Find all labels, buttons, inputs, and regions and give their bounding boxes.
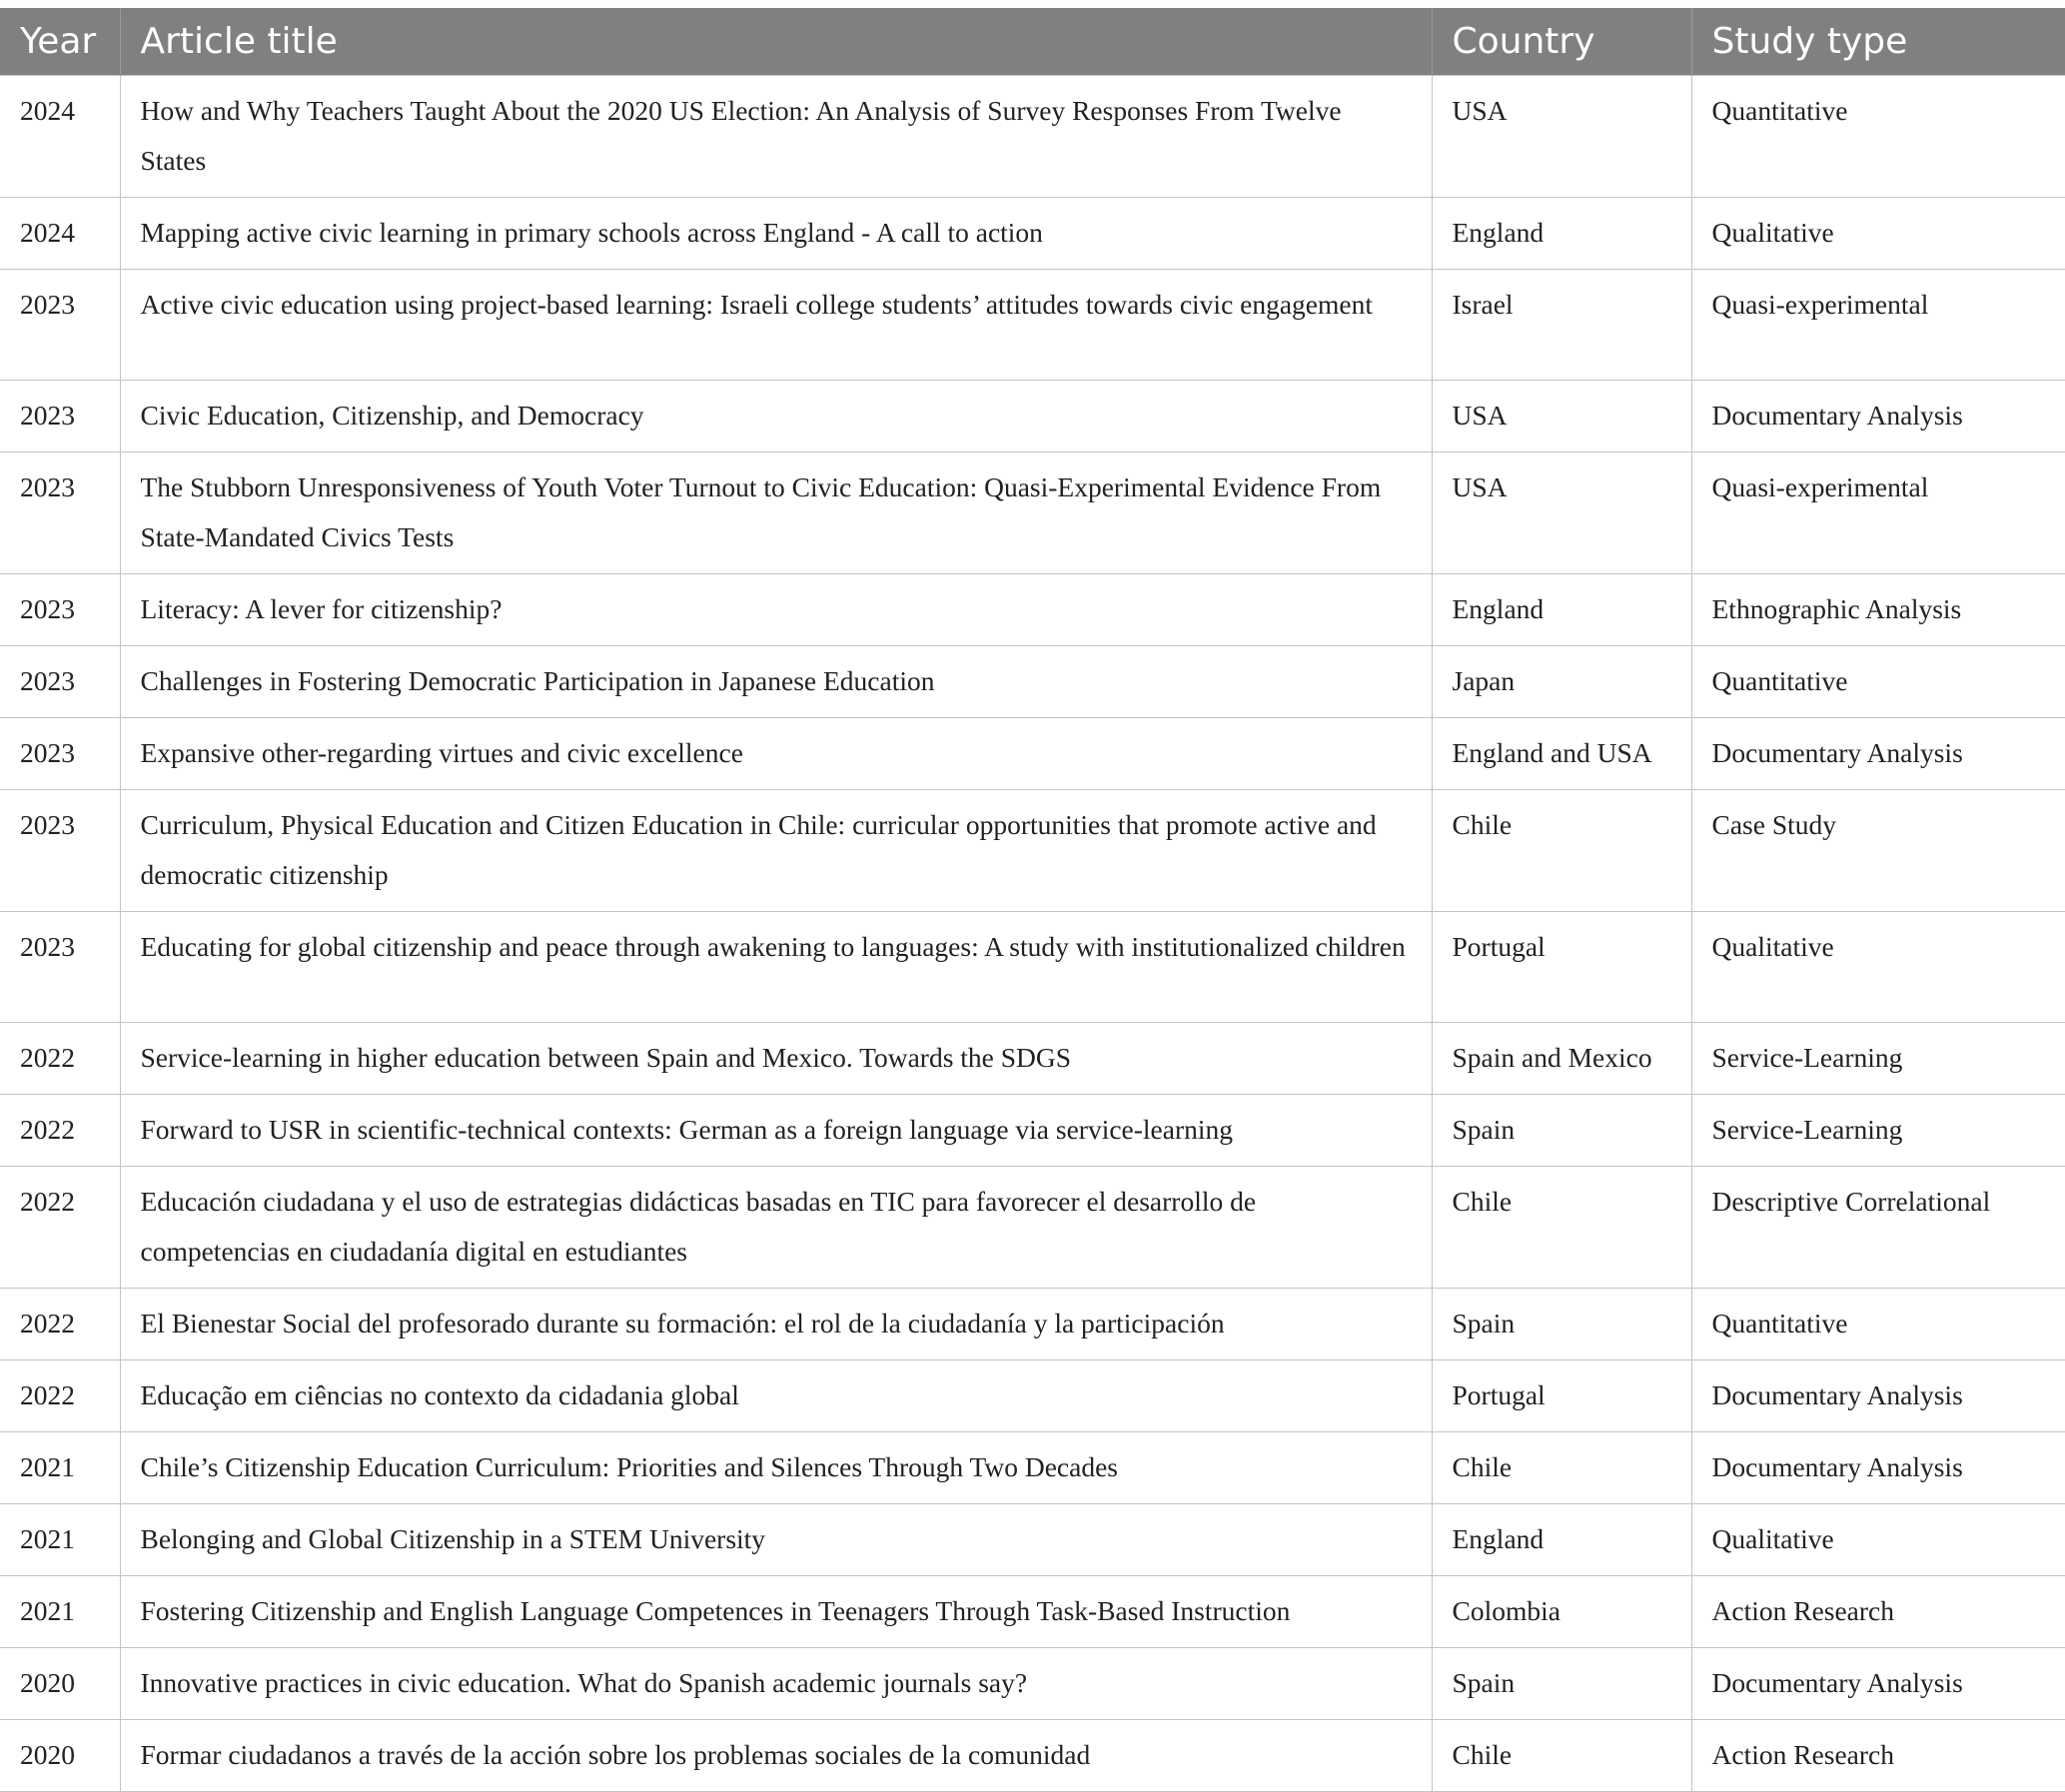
- table-row: [0, 717, 2065, 789]
- header-article-title: Article title: [120, 8, 1432, 75]
- cell-article-title: The Stubborn Unresponsiveness of Youth Voter Turnout to Civic Education: Quasi-Experimental Evidence From State-Mandated Civics Tests: [120, 451, 1432, 573]
- cell-article-title: Service-learning in higher education between Spain and Mexico. Towards the SDGS: [120, 1022, 1432, 1094]
- cell-year: 2023: [0, 911, 120, 1022]
- table-row: [0, 789, 2065, 911]
- cell-study-type: Documentary Analysis: [1691, 1431, 2065, 1503]
- cell-year: 2021: [0, 1575, 120, 1647]
- cell-country: Colombia: [1432, 1575, 1691, 1647]
- cell-country: England: [1432, 573, 1691, 645]
- cell-study-type: Action Research: [1691, 1575, 2065, 1647]
- cell-year: 2021: [0, 1503, 120, 1575]
- table-row: [0, 573, 2065, 645]
- table-row: [0, 1503, 2065, 1575]
- cell-article-title: Active civic education using project-based learning: Israeli college students’ attitudes towards civic engagement: [120, 269, 1432, 380]
- table-row: [0, 451, 2065, 573]
- cell-country: England and USA: [1432, 717, 1691, 789]
- cell-study-type: Qualitative: [1691, 1503, 2065, 1575]
- cell-country: Portugal: [1432, 1359, 1691, 1431]
- articles-table-container: [0, 8, 2065, 1792]
- cell-study-type: Quasi-experimental: [1691, 451, 2065, 573]
- cell-article-title: Fostering Citizenship and English Language Competences in Teenagers Through Task-Based Instruction: [120, 1575, 1432, 1647]
- cell-article-title: Chile’s Citizenship Education Curriculum: Priorities and Silences Through Two Decades: [120, 1431, 1432, 1503]
- cell-year: 2022: [0, 1359, 120, 1431]
- cell-country: England: [1432, 197, 1691, 269]
- cell-article-title: Educação em ciências no contexto da cidadania global: [120, 1359, 1432, 1431]
- cell-country: Spain: [1432, 1288, 1691, 1359]
- cell-study-type: Quantitative: [1691, 1288, 2065, 1359]
- cell-year: 2021: [0, 1431, 120, 1503]
- cell-study-type: Quantitative: [1691, 645, 2065, 717]
- cell-article-title: Civic Education, Citizenship, and Democracy: [120, 380, 1432, 451]
- cell-article-title: Innovative practices in civic education. What do Spanish academic journals say?: [120, 1647, 1432, 1719]
- cell-year: 2022: [0, 1166, 120, 1288]
- cell-year: 2023: [0, 573, 120, 645]
- header-row: [0, 8, 2065, 75]
- cell-country: England: [1432, 1503, 1691, 1575]
- cell-study-type: Documentary Analysis: [1691, 1647, 2065, 1719]
- cell-country: Israel: [1432, 269, 1691, 380]
- cell-year: 2024: [0, 75, 120, 197]
- header-year: Year: [0, 8, 120, 75]
- cell-article-title: How and Why Teachers Taught About the 2020 US Election: An Analysis of Survey Responses From Twelve States: [120, 75, 1432, 197]
- cell-study-type: Documentary Analysis: [1691, 380, 2065, 451]
- header-country: Country: [1432, 8, 1691, 75]
- cell-study-type: Qualitative: [1691, 911, 2065, 1022]
- cell-country: Japan: [1432, 645, 1691, 717]
- table-row: [0, 1647, 2065, 1719]
- table-row: [0, 911, 2065, 1022]
- table-row: [0, 1166, 2065, 1288]
- cell-year: 2023: [0, 380, 120, 451]
- cell-country: Spain: [1432, 1094, 1691, 1166]
- cell-article-title: Forward to USR in scientific-technical contexts: German as a foreign language via service-learning: [120, 1094, 1432, 1166]
- cell-year: 2020: [0, 1647, 120, 1719]
- header-study-type: Study type: [1691, 8, 2065, 75]
- cell-study-type: Qualitative: [1691, 197, 2065, 269]
- cell-year: 2022: [0, 1094, 120, 1166]
- table-row: [0, 269, 2065, 380]
- cell-study-type: Quantitative: [1691, 75, 2065, 197]
- cell-article-title: Educating for global citizenship and peace through awakening to languages: A study with institutionalized children: [120, 911, 1432, 1022]
- table-row: [0, 645, 2065, 717]
- cell-country: Chile: [1432, 1719, 1691, 1791]
- cell-study-type: Service-Learning: [1691, 1094, 2065, 1166]
- table-row: [0, 197, 2065, 269]
- cell-article-title: Educación ciudadana y el uso de estrategias didácticas basadas en TIC para favorecer el desarrollo de competencias en ciudadanía digital en estudiantes: [120, 1166, 1432, 1288]
- cell-country: USA: [1432, 75, 1691, 197]
- cell-article-title: Belonging and Global Citizenship in a STEM University: [120, 1503, 1432, 1575]
- cell-study-type: Case Study: [1691, 789, 2065, 911]
- cell-year: 2023: [0, 269, 120, 380]
- table-row: [0, 1575, 2065, 1647]
- cell-article-title: El Bienestar Social del profesorado durante su formación: el rol de la ciudadanía y la participación: [120, 1288, 1432, 1359]
- cell-study-type: Documentary Analysis: [1691, 1359, 2065, 1431]
- cell-article-title: Curriculum, Physical Education and Citizen Education in Chile: curricular opportunities that promote active and democratic citizenship: [120, 789, 1432, 911]
- cell-country: Spain: [1432, 1647, 1691, 1719]
- cell-study-type: Descriptive Correlational: [1691, 1166, 2065, 1288]
- table-header: [0, 8, 2065, 75]
- table-row: [0, 1094, 2065, 1166]
- cell-study-type: Action Research: [1691, 1719, 2065, 1791]
- cell-year: 2024: [0, 197, 120, 269]
- cell-article-title: Formar ciudadanos a través de la acción sobre los problemas sociales de la comunidad: [120, 1719, 1432, 1791]
- cell-article-title: Challenges in Fostering Democratic Participation in Japanese Education: [120, 645, 1432, 717]
- cell-country: Chile: [1432, 789, 1691, 911]
- table-row: [0, 1288, 2065, 1359]
- cell-country: USA: [1432, 380, 1691, 451]
- table-row: [0, 75, 2065, 197]
- table-row: [0, 1719, 2065, 1791]
- articles-table: [0, 8, 2065, 1792]
- cell-country: Chile: [1432, 1166, 1691, 1288]
- table-row: [0, 1359, 2065, 1431]
- cell-year: 2023: [0, 451, 120, 573]
- cell-year: 2022: [0, 1022, 120, 1094]
- cell-year: 2022: [0, 1288, 120, 1359]
- table-row: [0, 1431, 2065, 1503]
- cell-article-title: Literacy: A lever for citizenship?: [120, 573, 1432, 645]
- cell-year: 2023: [0, 789, 120, 911]
- cell-study-type: Documentary Analysis: [1691, 717, 2065, 789]
- cell-study-type: Service-Learning: [1691, 1022, 2065, 1094]
- cell-year: 2023: [0, 645, 120, 717]
- cell-country: Spain and Mexico: [1432, 1022, 1691, 1094]
- cell-country: Chile: [1432, 1431, 1691, 1503]
- table-body: [0, 75, 2065, 1791]
- cell-year: 2023: [0, 717, 120, 789]
- table-row: [0, 1022, 2065, 1094]
- cell-year: 2020: [0, 1719, 120, 1791]
- cell-country: Portugal: [1432, 911, 1691, 1022]
- table-row: [0, 380, 2065, 451]
- cell-study-type: Quasi-experimental: [1691, 269, 2065, 380]
- cell-study-type: Ethnographic Analysis: [1691, 573, 2065, 645]
- cell-article-title: Mapping active civic learning in primary schools across England - A call to action: [120, 197, 1432, 269]
- cell-article-title: Expansive other-regarding virtues and civic excellence: [120, 717, 1432, 789]
- cell-country: USA: [1432, 451, 1691, 573]
